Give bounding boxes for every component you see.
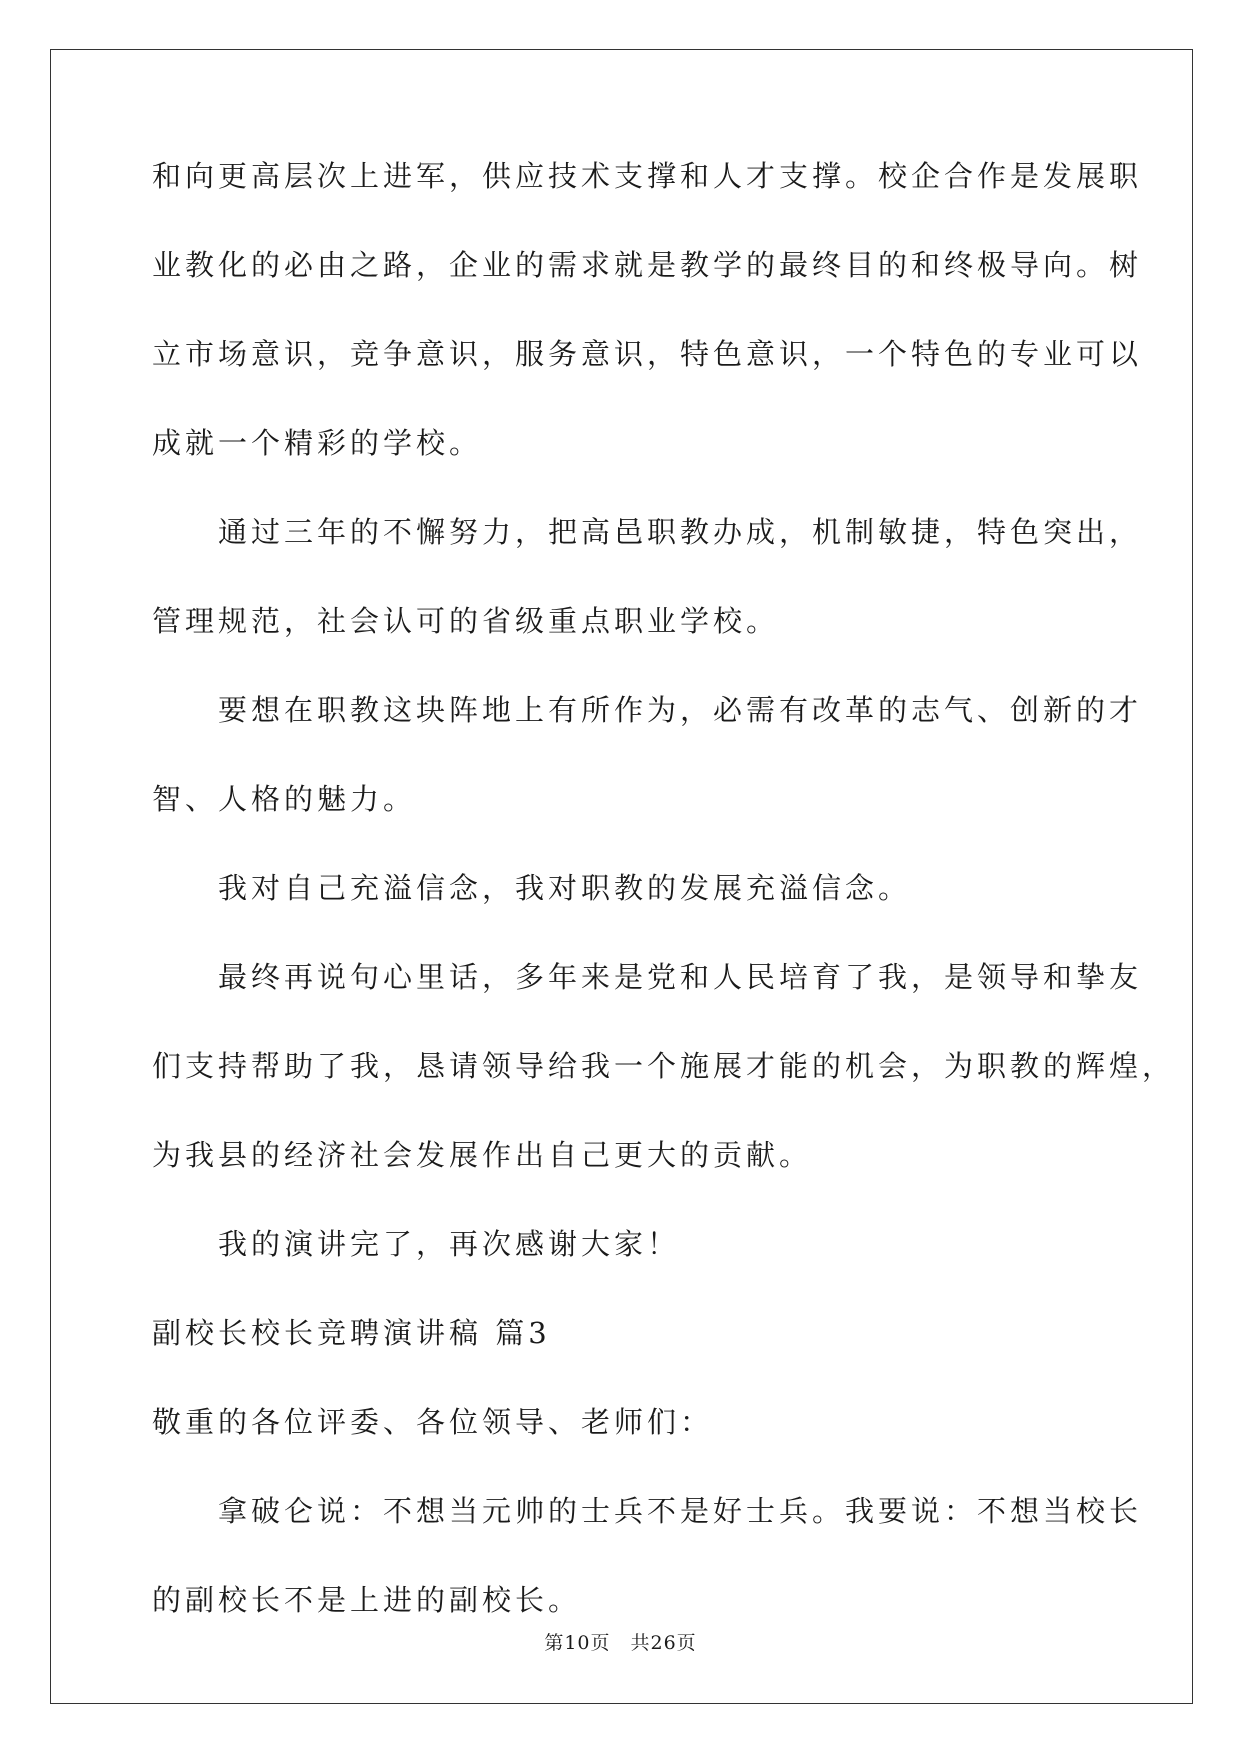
text-line: 要想在职教这块阵地上有所作为，必需有改革的志气、创新的才: [218, 693, 1143, 727]
text-line: 拿破仑说：不想当元帅的士兵不是好士兵。我要说：不想当校长: [218, 1494, 1143, 1528]
section-heading: 副校长校长竞聘演讲稿 篇3: [152, 1316, 551, 1350]
text-line: 我的演讲完了，再次感谢大家！: [218, 1227, 681, 1261]
text-line: 为我县的经济社会发展作出自己更大的贡献。: [152, 1138, 813, 1172]
text-line: 和向更高层次上进军，供应技术支撑和人才支撑。校企合作是发展职: [152, 159, 1143, 193]
text-line: 最终再说句心里话，多年来是党和人民培育了我，是领导和挚友: [218, 960, 1143, 994]
text-line: 业教化的必由之路，企业的需求就是教学的最终目的和终极导向。树: [152, 248, 1143, 282]
text-line: 立市场意识，竞争意识，服务意识，特色意识，一个特色的专业可以: [152, 337, 1143, 371]
text-line: 管理规范，社会认可的省级重点职业学校。: [152, 604, 780, 638]
text-line: 通过三年的不懈努力，把高邑职教办成，机制敏捷，特色突出，: [218, 515, 1143, 549]
text-line: 我对自己充溢信念，我对职教的发展充溢信念。: [218, 871, 912, 905]
text-line: 智、人格的魅力。: [152, 782, 417, 816]
text-line: 们支持帮助了我，恳请领导给我一个施展才能的机会，为职教的辉煌，: [152, 1049, 1176, 1083]
text-line: 的副校长不是上进的副校长。: [152, 1583, 582, 1617]
salutation-line: 敬重的各位评委、各位领导、老师们：: [152, 1405, 714, 1439]
text-line: 成就一个精彩的学校。: [152, 426, 483, 460]
page-number-footer: 第10页 共26页: [544, 1632, 697, 1654]
document-body: [152, 158, 1176, 1671]
